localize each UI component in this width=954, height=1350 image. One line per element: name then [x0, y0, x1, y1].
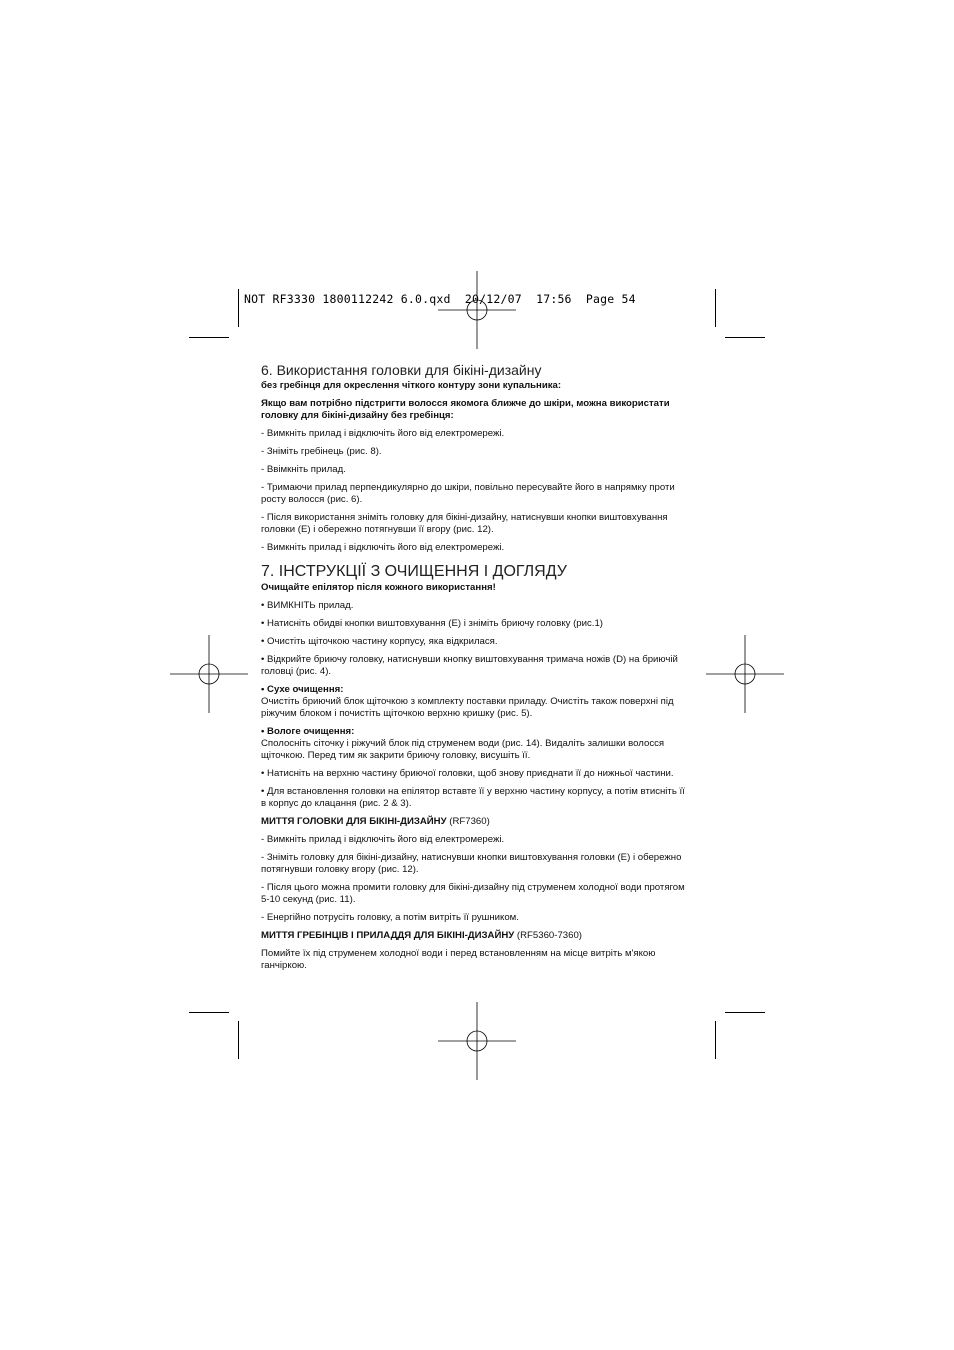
wash-combs-title: МИТТЯ ГРЕБІНЦІВ І ПРИЛАДДЯ ДЛЯ БІКІНІ-ДИЗАЙНУ [261, 930, 515, 941]
section-7-step: • Відкрийте бриючу головку, натиснувши кнопку виштовхування тримача ножів (D) на бриючій головці (рис. 4). [261, 654, 678, 677]
wash-combs-heading [261, 930, 691, 942]
section-7-step: • ВИМКНІТЬ прилад. [261, 600, 354, 611]
section-6-intro: Якщо вам потрібно підстригти волосся якомога ближче до шкіри, можна використати головку для бікіні-дизайну без гребінця: [261, 398, 670, 421]
crop-mark-bottom-right-h [725, 1012, 765, 1013]
section-6-step: - Ввімкніть прилад. [261, 464, 346, 475]
crop-mark-top-right-v [715, 289, 716, 327]
registration-mark-bottom-icon [438, 1002, 516, 1080]
wash-head-step: - Енергійно потрусіть головку, а потім витріть її рушником. [261, 912, 519, 923]
section-6-step: - Тримаючи прилад перпендикулярно до шкіри, повільно пересувайте його в напрямку проти росту волосся (рис. 6). [261, 482, 675, 505]
section-7-step: • Для встановлення головки на епілятор вставте її у верхню частину корпусу, а потім втисніть її в корпус до клацання (рис. 2 & 3). [261, 786, 685, 809]
section-6-step: - Після використання зніміть головку для бікіні-дизайну, натиснувши кнопки виштовхування головки (E) і обережно потягнувши її вгору (рис. 12). [261, 512, 668, 535]
section-6-title: 6. Використання головки для бікіні-дизайну [261, 362, 542, 378]
section-7-step: • Натисніть на верхню частину бриючої головки, щоб знову приєднати її до нижньої частини. [261, 768, 674, 779]
section-7-subtitle: Очищайте епілятор після кожного використання! [261, 582, 496, 593]
section-6-step: - Вимкніть прилад і відключіть його від електромережі. [261, 428, 505, 439]
dry-cleaning-text: Очистіть бриючий блок щіточкою з комплекту поставки приладу. Очистіть також поверхні під ріжучим блоком і почистіть щіточкою верхню кришку (рис. 5). [261, 696, 674, 719]
section-6-subtitle: без гребінця для окреслення чіткого контуру зони купальника: [261, 380, 562, 391]
crop-mark-top-left-v [238, 289, 239, 327]
wash-head-step: - Зніміть головку для бікіні-дизайну, натиснувши кнопки виштовхування головки (E) і обережно потягнувши головку вгору (рис. 12). [261, 852, 682, 875]
wash-head-step: - Після цього можна промити головку для бікіні-дизайну під струменем холодної води протягом 5-10 секунд (рис. 11). [261, 882, 685, 905]
wash-head-title: МИТТЯ ГОЛОВКИ ДЛЯ БІКІНІ-ДИЗАЙНУ [261, 816, 447, 827]
section-6-step: - Вимкніть прилад і відключіть його від електромережі. [261, 542, 505, 553]
registration-mark-left-icon [170, 635, 248, 713]
crop-mark-bottom-left-v [238, 1021, 239, 1059]
wash-head-step: - Вимкніть прилад і відключіть його від електромережі. [261, 834, 505, 845]
crop-mark-top-right-h [725, 337, 765, 338]
wet-cleaning-title: • Вологе очищення: [261, 726, 355, 737]
wash-combs-model: (RF5360-7360) [514, 930, 582, 941]
dry-cleaning-title: • Сухе очищення: [261, 684, 344, 695]
section-6-step: - Зніміть гребінець (рис. 8). [261, 446, 382, 457]
section-7-step: • Натисніть обидві кнопки виштовхування (E) і зніміть бриючу головку (рис.1) [261, 618, 603, 629]
print-slug-line: NOT RF3330 1800112242 6.0.qxd 20/12/07 17:56 Page 54 [244, 292, 636, 306]
section-7-title: 7. ІНСТРУКЦІЇ З ОЧИЩЕННЯ І ДОГЛЯДУ [261, 563, 567, 580]
crop-mark-bottom-left-h [189, 1012, 229, 1013]
wet-cleaning-text: Сполосніть сіточку і ріжучий блок під струменем води (рис. 14). Видаліть залишки волосся щіточкою. Перед тим як закрити бриючу головку, висушіть її. [261, 738, 665, 761]
wash-combs-text: Помийте їх під струменем холодної води і перед встановленням на місце витріть м'якою ганчіркою. [261, 948, 656, 971]
registration-mark-right-icon [706, 635, 784, 713]
section-7-step: • Очистіть щіточкою частину корпусу, яка відкрилася. [261, 636, 498, 647]
wash-head-heading [261, 816, 691, 828]
crop-mark-bottom-right-v [715, 1021, 716, 1059]
crop-mark-top-left-h [189, 337, 229, 338]
wash-head-model: (RF7360) [446, 816, 490, 827]
page-content [261, 362, 691, 978]
registration-mark-top-icon [438, 271, 516, 349]
